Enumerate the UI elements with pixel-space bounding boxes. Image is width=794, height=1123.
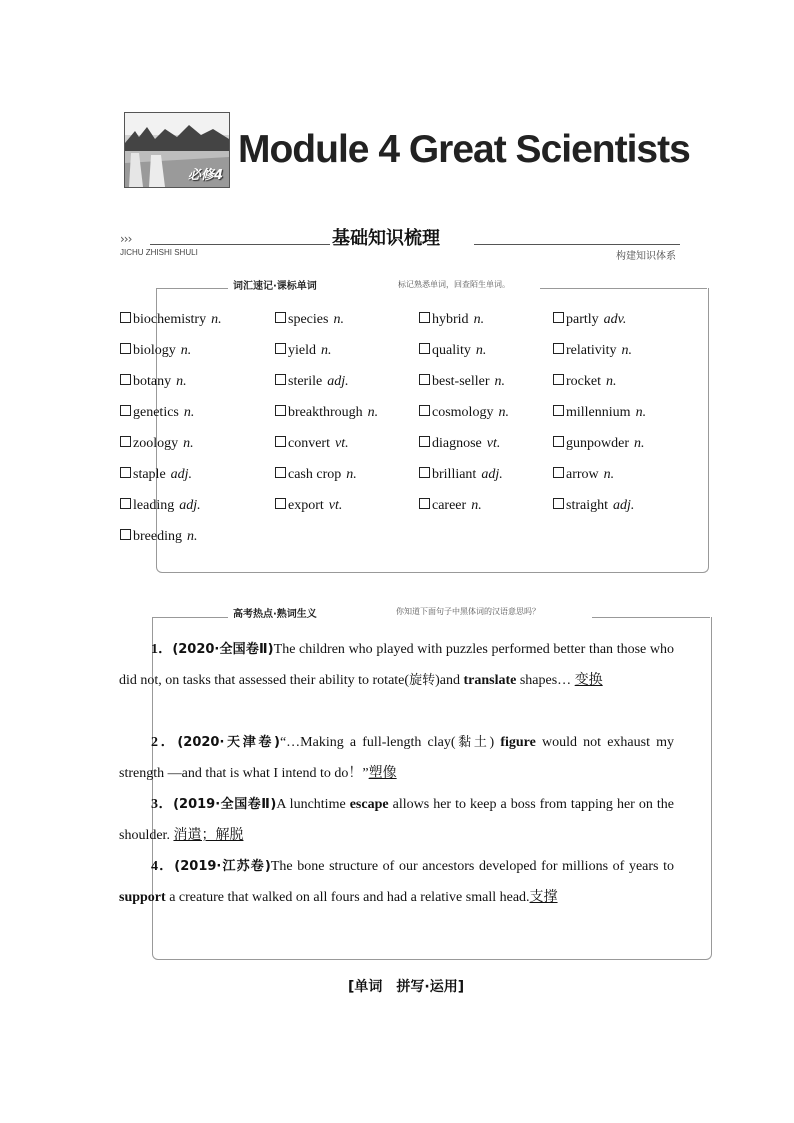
vocab-word: arrow <box>566 467 599 482</box>
vocab-item <box>419 498 482 514</box>
section-divider-right <box>474 244 680 245</box>
vocab-row <box>120 312 680 343</box>
vocab-pos: vt. <box>328 498 343 513</box>
vocab-word: biochemistry <box>133 312 207 327</box>
checkbox-icon[interactable] <box>419 467 430 478</box>
checkbox-icon[interactable] <box>419 374 430 385</box>
vocab-pos: n. <box>180 343 192 358</box>
sentence-text: would not exhaust my strength —and that is what I intend to do！” <box>119 735 675 781</box>
sentence-text: “…Making a full-length clay( <box>279 735 456 750</box>
vocab-item <box>553 498 634 514</box>
vocab-pos: adj. <box>327 374 349 389</box>
vocab-pos: n. <box>176 374 187 389</box>
vocab-row <box>120 343 680 374</box>
sentence-number: 1． <box>151 642 173 657</box>
sentence-text: shapes… <box>516 673 572 688</box>
vocab-pos: n. <box>603 467 615 482</box>
sentence-gloss: 黏土 <box>455 735 490 750</box>
vocab-word: staple <box>133 467 166 482</box>
vocab-word: botany <box>133 374 172 389</box>
sentence-number: 4． <box>151 859 175 874</box>
checkbox-icon[interactable] <box>120 498 131 509</box>
vocab-item <box>120 312 222 328</box>
sentence-number: 2． <box>151 735 178 750</box>
section-subtitle: 构建知识体系 <box>616 251 676 262</box>
vocab-pos: n. <box>635 405 647 420</box>
vocab-item <box>419 467 503 483</box>
vocab-word: best-seller <box>432 374 490 389</box>
vocab-box-hint: 标记熟悉单词，回查陌生单词。 <box>398 280 510 289</box>
sentence-text: ) <box>489 735 501 750</box>
vocab-word: brilliant <box>432 467 477 482</box>
sentence-text: The children who played with puzzles performed better than those who did not, on tasks that assessed their ability to rotate( <box>119 642 675 688</box>
vocab-word: hybrid <box>432 312 469 327</box>
hot-box-hint: 你知道下面句子中黑体词的汉语意思吗？ <box>396 607 540 616</box>
vocab-pos: n. <box>186 529 198 544</box>
vocab-pos: n. <box>346 467 357 482</box>
vocab-pos: n. <box>211 312 222 327</box>
vocab-word: convert <box>288 436 330 451</box>
vocab-pos: adj. <box>481 467 503 482</box>
sentence-text: )and <box>435 673 464 688</box>
vocab-item <box>553 467 614 483</box>
vocab-word: species <box>288 312 329 327</box>
vocab-word: zoology <box>133 436 179 451</box>
chevrons-icon: ››› <box>120 232 132 246</box>
checkbox-icon[interactable] <box>275 498 286 509</box>
vocab-row <box>120 436 680 467</box>
vocab-pos: vt. <box>486 436 501 451</box>
checkbox-icon[interactable] <box>275 374 286 385</box>
vocab-item <box>275 436 349 452</box>
checkbox-icon[interactable] <box>419 498 430 509</box>
vocab-pos: adj. <box>613 498 635 513</box>
vocab-pos: adj. <box>170 467 193 482</box>
vocab-item <box>275 405 378 421</box>
vocab-word: career <box>432 498 467 513</box>
vocab-word: partly <box>566 312 599 327</box>
vocab-pos: n. <box>605 374 617 389</box>
sentence-text: allows her to keep a boss from tapping her on the shoulder. <box>119 797 674 843</box>
hot-box-top-right <box>592 617 710 618</box>
vocab-item <box>553 436 645 452</box>
section-pinyin: JICHU ZHISHI SHULI <box>120 248 198 257</box>
checkbox-icon[interactable] <box>419 312 430 323</box>
vocab-word: genetics <box>133 405 179 420</box>
vocab-item <box>275 374 349 390</box>
vocab-word: diagnose <box>432 436 482 451</box>
checkbox-icon[interactable] <box>275 343 286 354</box>
vocab-row <box>120 405 680 436</box>
vocab-box-label: 词汇速记·课标单词 <box>233 281 317 292</box>
vocab-pos: n. <box>498 405 509 420</box>
module-title: Module 4 Great Scientists <box>238 128 690 171</box>
vocab-item <box>275 467 357 483</box>
subsection-title: [单词 拼写·运用] <box>348 979 465 995</box>
vocab-item <box>120 343 191 359</box>
sentence-source: (2019·全国卷Ⅱ) <box>173 797 277 812</box>
sentence-gloss: 旋转 <box>409 673 436 688</box>
sentence-source: (2020·天津卷) <box>177 735 280 750</box>
vocab-word: cosmology <box>432 405 494 420</box>
vocab-item <box>419 343 486 359</box>
answer-blank: 塑像 <box>368 765 397 781</box>
sentence-number: 3． <box>151 797 174 812</box>
sentence-2 <box>119 727 674 789</box>
vocab-row <box>120 467 680 498</box>
vocab-pos: n. <box>367 405 379 420</box>
sentence-1 <box>119 634 674 696</box>
vocab-item <box>553 312 626 328</box>
vocab-word: straight <box>566 498 608 513</box>
answer-blank: 支撑 <box>529 889 558 905</box>
vocab-word: quality <box>432 343 471 358</box>
section-title: 基础知识梳理 <box>332 228 440 249</box>
sentence-text: The bone structure of our ancestors developed for millions of years to <box>270 859 675 874</box>
vocab-row <box>120 498 680 529</box>
vocab-pos: n. <box>183 436 194 451</box>
checkbox-icon[interactable] <box>120 405 131 416</box>
vocab-word: breakthrough <box>288 405 363 420</box>
vocab-word: leading <box>133 498 175 513</box>
checkbox-icon[interactable] <box>553 436 564 447</box>
vocab-item <box>120 498 201 514</box>
answer-blank: 消遣；解脱 <box>173 827 244 843</box>
vocab-pos: adj. <box>179 498 201 513</box>
vocab-item <box>419 374 505 390</box>
vocab-item <box>553 405 646 421</box>
vocab-word: export <box>288 498 324 513</box>
key-word: figure <box>500 735 536 750</box>
vocab-pos: n. <box>321 343 332 358</box>
vocab-box-top-right <box>540 288 707 289</box>
key-word: escape <box>349 797 389 812</box>
hot-box-label: 高考热点·熟词生义 <box>233 609 317 620</box>
checkbox-icon[interactable] <box>419 405 430 416</box>
checkbox-icon[interactable] <box>553 467 564 478</box>
vocab-pos: n. <box>621 343 633 358</box>
sentence-text: A lunchtime <box>276 797 350 812</box>
checkbox-icon[interactable] <box>553 405 564 416</box>
checkbox-icon[interactable] <box>120 343 131 354</box>
sentence-3 <box>119 789 674 851</box>
checkbox-icon[interactable] <box>120 374 131 385</box>
vocab-word: millennium <box>566 405 631 420</box>
vocab-word: biology <box>133 343 176 358</box>
vocab-pos: n. <box>183 405 195 420</box>
checkbox-icon[interactable] <box>553 498 564 509</box>
checkbox-icon[interactable] <box>120 467 131 478</box>
checkbox-icon[interactable] <box>275 436 286 447</box>
checkbox-icon[interactable] <box>275 312 286 323</box>
checkbox-icon[interactable] <box>275 405 286 416</box>
vocab-item <box>275 498 342 514</box>
key-word: support <box>119 890 166 905</box>
vocab-item <box>275 312 344 328</box>
vocab-pos: vt. <box>334 436 349 451</box>
checkbox-icon[interactable] <box>419 343 430 354</box>
vocab-word: yield <box>288 343 316 358</box>
module-logo <box>124 112 230 188</box>
vocab-item <box>419 436 500 452</box>
checkbox-icon[interactable] <box>120 436 131 447</box>
checkbox-icon[interactable] <box>419 436 430 447</box>
sentence-text: a creature that walked on all fours and had a relative small head. <box>165 890 530 905</box>
key-word: translate <box>463 673 517 688</box>
checkbox-icon[interactable] <box>275 467 286 478</box>
vocab-item <box>120 436 194 452</box>
vocab-item <box>419 312 484 328</box>
vocab-item <box>553 374 616 390</box>
vocab-item <box>120 529 197 545</box>
checkbox-icon[interactable] <box>120 312 131 323</box>
vocab-word: sterile <box>288 374 323 389</box>
checkbox-icon[interactable] <box>120 529 131 540</box>
vocab-pos: n. <box>333 312 344 327</box>
sentence-4 <box>119 851 674 913</box>
vocab-grid <box>120 312 680 560</box>
vocab-pos: n. <box>634 436 645 451</box>
vocab-row <box>120 374 680 405</box>
vocab-word: relativity <box>566 343 617 358</box>
vocab-pos: n. <box>473 312 485 327</box>
vocab-box-top-left <box>156 288 228 289</box>
sentence-source: (2019·江苏卷) <box>174 859 271 874</box>
vocab-word: gunpowder <box>566 436 629 451</box>
vocab-word: cash crop <box>288 467 342 482</box>
checkbox-icon[interactable] <box>553 374 564 385</box>
vocab-word: breeding <box>133 529 182 544</box>
vocab-item <box>275 343 332 359</box>
vocab-item <box>120 374 187 390</box>
vocab-item <box>419 405 509 421</box>
vocab-pos: n. <box>475 343 487 358</box>
vocab-item <box>120 467 192 483</box>
hot-box-top-left <box>152 617 228 618</box>
vocab-pos: adv. <box>603 312 627 327</box>
checkbox-icon[interactable] <box>553 312 564 323</box>
logo-label: 必修4 <box>187 168 223 183</box>
vocab-row <box>120 529 680 560</box>
checkbox-icon[interactable] <box>553 343 564 354</box>
vocab-item <box>553 343 632 359</box>
vocab-item <box>120 405 194 421</box>
section-divider-left <box>150 244 330 245</box>
sentence-source: (2020·全国卷Ⅱ) <box>172 642 274 657</box>
vocab-pos: n. <box>494 374 506 389</box>
vocab-pos: n. <box>471 498 482 513</box>
answer-blank: 变换 <box>574 672 603 688</box>
vocab-word: rocket <box>566 374 601 389</box>
